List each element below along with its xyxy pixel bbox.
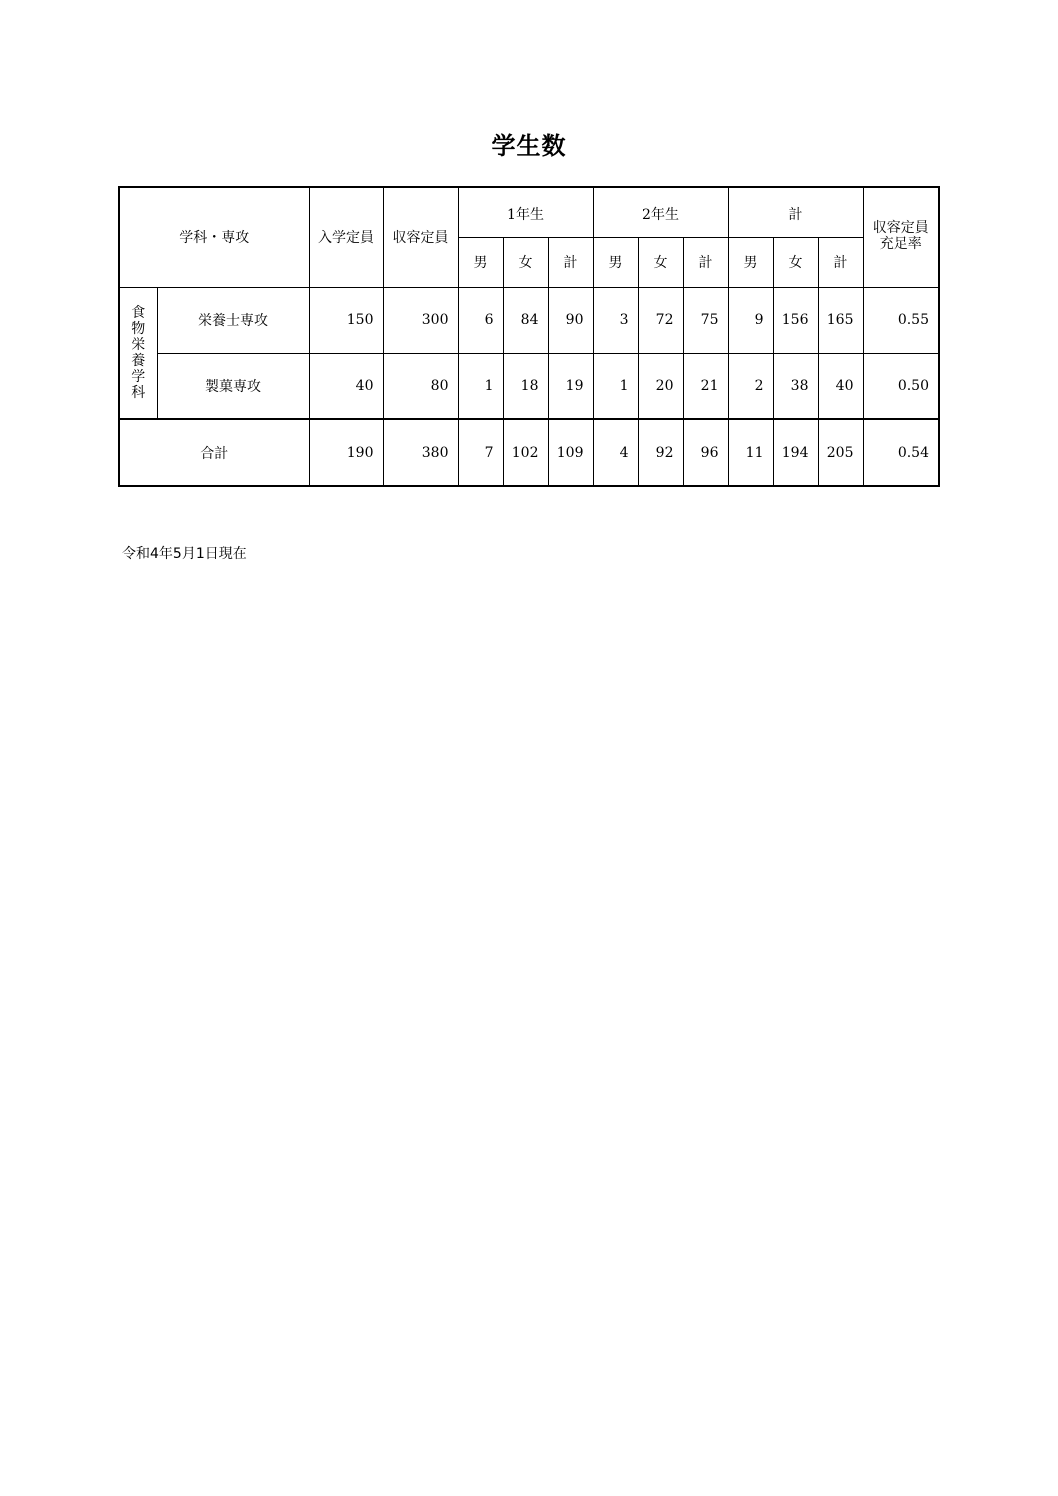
header-dept-major: 学科・専攻 [119, 187, 309, 287]
header-fill-rate-line1: 収容定員 [872, 220, 929, 236]
fill-rate-value: 0.50 [863, 353, 939, 419]
table-row [119, 353, 939, 419]
total-male-value: 9 [728, 287, 773, 353]
total-total-value: 205 [818, 419, 863, 486]
y2-total-value: 96 [683, 419, 728, 486]
y2-female-value: 20 [638, 353, 683, 419]
y1-female-value: 18 [503, 353, 548, 419]
header-total: 計 [728, 187, 863, 237]
total-female-value: 194 [773, 419, 818, 486]
y1-female-value: 102 [503, 419, 548, 486]
total-female-value: 156 [773, 287, 818, 353]
y2-total-value: 75 [683, 287, 728, 353]
department-char: 学 [131, 368, 146, 385]
y2-male-value: 1 [593, 353, 638, 419]
total-row [119, 419, 939, 486]
header-fill-rate-line2: 充足率 [879, 236, 922, 252]
header-total-female: 女 [773, 237, 818, 287]
fill-rate-value: 0.55 [863, 287, 939, 353]
total-total-value: 40 [818, 353, 863, 419]
y1-male-value: 6 [458, 287, 503, 353]
page-title: 学生数 [491, 132, 567, 160]
y1-total-value: 109 [548, 419, 593, 486]
department-char: 科 [131, 384, 146, 401]
total-male-value: 11 [728, 419, 773, 486]
major-name: 製菓専攻 [157, 353, 309, 419]
header-y2-subtotal: 計 [683, 237, 728, 287]
capacity-value: 300 [383, 287, 458, 353]
student-count-table [118, 186, 940, 487]
total-label: 合計 [119, 419, 309, 486]
table-row [119, 287, 939, 353]
department-char: 物 [131, 320, 146, 337]
y2-total-value: 21 [683, 353, 728, 419]
department-char: 栄 [131, 336, 146, 353]
header-y2-female: 女 [638, 237, 683, 287]
header-y1-male: 男 [458, 237, 503, 287]
header-y1-female: 女 [503, 237, 548, 287]
department-char: 食 [131, 304, 146, 321]
header-fill-rate [863, 187, 939, 287]
capacity-value: 380 [383, 419, 458, 486]
header-y2-male: 男 [593, 237, 638, 287]
admission-value: 40 [309, 353, 383, 419]
header-y1-subtotal: 計 [548, 237, 593, 287]
header-year1: 1年生 [458, 187, 593, 237]
header-total-subtotal: 計 [818, 237, 863, 287]
y2-female-value: 72 [638, 287, 683, 353]
y1-male-value: 1 [458, 353, 503, 419]
y2-female-value: 92 [638, 419, 683, 486]
fill-rate-value: 0.54 [863, 419, 939, 486]
y2-male-value: 3 [593, 287, 638, 353]
admission-value: 150 [309, 287, 383, 353]
total-total-value: 165 [818, 287, 863, 353]
y1-male-value: 7 [458, 419, 503, 486]
header-enrollment-capacity: 収容定員 [383, 187, 458, 287]
y1-total-value: 19 [548, 353, 593, 419]
header-admission-capacity: 入学定員 [309, 187, 383, 287]
as-of-date-note: 令和4年5月1日現在 [122, 546, 247, 562]
department-name [119, 287, 157, 419]
department-char: 養 [131, 352, 146, 369]
total-male-value: 2 [728, 353, 773, 419]
y2-male-value: 4 [593, 419, 638, 486]
y1-female-value: 84 [503, 287, 548, 353]
capacity-value: 80 [383, 353, 458, 419]
major-name: 栄養士専攻 [157, 287, 309, 353]
total-female-value: 38 [773, 353, 818, 419]
header-total-male: 男 [728, 237, 773, 287]
header-year2: 2年生 [593, 187, 728, 237]
admission-value: 190 [309, 419, 383, 486]
y1-total-value: 90 [548, 287, 593, 353]
